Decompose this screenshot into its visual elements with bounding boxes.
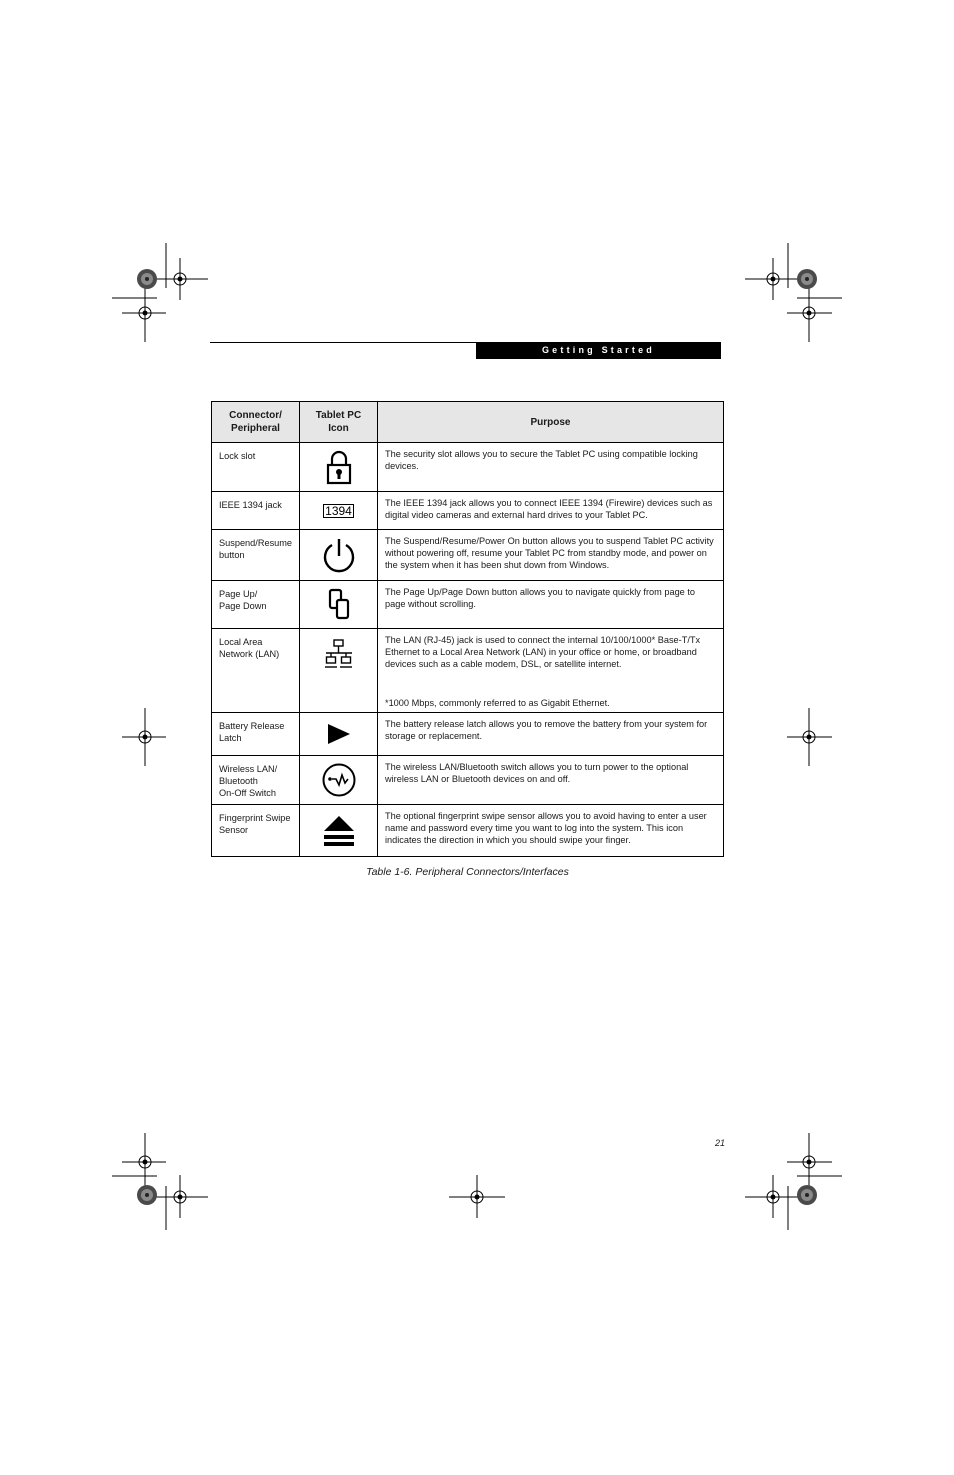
ieee1394-icon: 1394 xyxy=(325,503,352,518)
lan-icon xyxy=(324,639,354,669)
table-row xyxy=(212,492,724,530)
connector-name: Battery Release Latch xyxy=(212,713,300,756)
page-number: 21 xyxy=(714,1138,725,1148)
connector-name: Suspend/Resume button xyxy=(212,530,300,581)
purpose-text: The security slot allows you to secure the Tablet PC using compatible locking devices. xyxy=(378,443,724,492)
purpose-text: The Suspend/Resume/Power On button allows you to suspend Tablet PC activity without powering off, resume your Tablet PC from standby mode, and power on the system when it has been shut down from Windows. xyxy=(378,530,724,581)
table-row xyxy=(212,581,724,629)
connector-name: IEEE 1394 jack xyxy=(212,492,300,530)
column-header-purpose: Purpose xyxy=(378,402,724,443)
column-header-icon: Tablet PC Icon xyxy=(300,402,378,443)
table-row xyxy=(212,713,724,756)
purpose-text: The IEEE 1394 jack allows you to connect IEEE 1394 (Firewire) devices such as digital video cameras and external hard drives to your Tablet PC. xyxy=(378,492,724,530)
footnote-text: *1000 Mbps, commonly referred to as Gigabit Ethernet. xyxy=(385,698,610,708)
page-up-down-icon xyxy=(327,588,351,622)
fingerprint-swipe-icon xyxy=(322,814,356,848)
purpose-text: The battery release latch allows you to remove the battery from your system for storage or replacement. xyxy=(378,713,724,756)
lock-icon xyxy=(325,449,353,485)
table-row xyxy=(212,805,724,857)
purpose-text: The optional fingerprint swipe sensor allows you to avoid having to enter a user name and password every time you want to log into the system. This icon indicates the direction in which you should swipe your finger. xyxy=(378,805,724,857)
peripheral-connectors-table xyxy=(211,401,724,857)
purpose-text: The wireless LAN/Bluetooth switch allows you to turn power to the optional wireless LAN or Bluetooth devices on and off. xyxy=(378,756,724,805)
table-row xyxy=(212,629,724,713)
connector-name: Lock slot xyxy=(212,443,300,492)
connector-name: Page Up/ Page Down xyxy=(212,581,300,629)
purpose-text: The LAN (RJ-45) jack is used to connect the internal 10/100/1000* Base-T/Tx Ethernet to a Local Area Network (LAN) in your office or home, or broadband devices such as a cable modem, DSL, or satellite internet. xyxy=(385,635,701,669)
power-icon xyxy=(321,536,357,574)
table-row xyxy=(212,443,724,492)
connector-name: Fingerprint Swipe Sensor xyxy=(212,805,300,857)
table-caption: Table 1-6. Peripheral Connectors/Interfaces xyxy=(366,866,569,878)
connector-name: Wireless LAN/ Bluetooth On-Off Switch xyxy=(212,756,300,805)
connector-name: Local Area Network (LAN) xyxy=(212,629,300,713)
section-header: Getting Started xyxy=(476,342,721,359)
table-header-row xyxy=(212,402,724,443)
purpose-text: The Page Up/Page Down button allows you to navigate quickly from page to page without scrolling. xyxy=(378,581,724,629)
column-header-connector: Connector/ Peripheral xyxy=(212,402,300,443)
table-row xyxy=(212,756,724,805)
wireless-icon xyxy=(321,762,357,798)
table-row xyxy=(212,530,724,581)
battery-release-icon xyxy=(326,723,352,745)
